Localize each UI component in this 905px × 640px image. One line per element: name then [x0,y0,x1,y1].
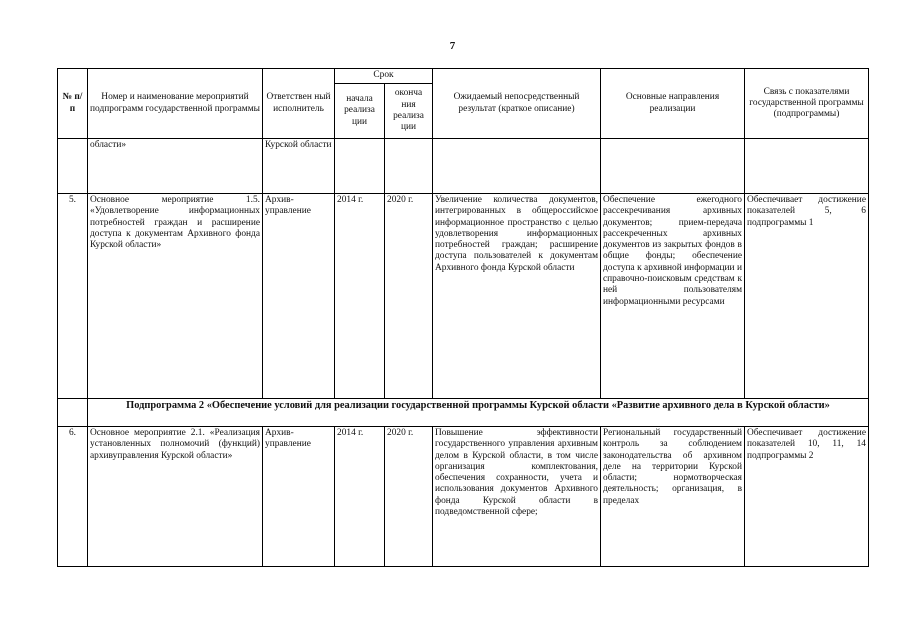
cell-responsible: Архив-управление [263,427,335,567]
cell-num: 6. [58,427,88,567]
cell-link [745,139,869,194]
table-row-subprogram [58,399,869,427]
cell-start: 2014 г. [335,194,385,399]
header-name: Номер и наименование мероприятий подпрограмм государственной программы [88,69,263,139]
header-link: Связь с показателями государственной программы (подпрограммы) [745,69,869,139]
cell-responsible: Курской области [263,139,335,194]
cell-result: Повышение эффективности государственного управления архивным делом в Курской области, в том числе организация комплектования, обеспечения сохранности, учета и использования документов Архивного фонда Курской области в подведомственной сфере; [433,427,601,567]
measures-table [57,68,869,567]
cell-result [433,139,601,194]
cell-name: Основное мероприятие 1.5. «Удовлетворение информационных потребностей граждан и расширение доступа к документам Архивного фонда Курской области» [88,194,263,399]
cell-num [58,399,88,427]
header-term: Срок [335,69,433,84]
cell-num [58,139,88,194]
cell-start: 2014 г. [335,427,385,567]
cell-end: 2020 г. [385,194,433,399]
header-end: оконча ния реализа ции [385,84,433,139]
cell-end: 2020 г. [385,427,433,567]
header-start: начала реализа ции [335,84,385,139]
cell-start [335,139,385,194]
cell-link: Обеспечивает достижение показателей 5, 6 подпрограммы 1 [745,194,869,399]
cell-end [385,139,433,194]
cell-name: области» [88,139,263,194]
cell-num: 5. [58,194,88,399]
cell-directions: Обеспечение ежегодного рассекречивания архивных документов; прием-передача рассекреченных архивных документов из закрытых фондов в общие фонды; обеспечение доступа к архивной информации и справочно-поисковым средствам к ней пользователям информационными ресурсами [601,194,745,399]
header-num: № п/п [58,69,88,139]
header-directions: Основные направления реализации [601,69,745,139]
table-row-5 [58,194,869,399]
cell-directions [601,139,745,194]
cell-link: Обеспечивает достижение показателей 10, 11, 14 подпрограммы 2 [745,427,869,567]
cell-name: Основное мероприятие 2.1. «Реализация установленных полномочий (функций) архивуправления Курской области» [88,427,263,567]
header-responsible: Ответствен ный исполнитель [263,69,335,139]
cell-directions: Региональный государственный контроль за соблюдением законодательства об архивном деле на территории Курской области; нормотворческая деятельность; организация, в пределах [601,427,745,567]
table-row-continuation [58,139,869,194]
header-result: Ожидаемый непосредственный результат (краткое описание) [433,69,601,139]
cell-result: Увеличение количества документов, интегрированных в общероссийское информационное пространство с целью удовлетворения информационных потребностей граждан; расширение доступа пользователей к документам Архивного фонда Курской области [433,194,601,399]
table-header-row [58,69,869,84]
page-number: 7 [449,40,456,52]
cell-responsible: Архив-управление [263,194,335,399]
subprogram-title: Подпрограмма 2 «Обеспечение условий для реализации государственной программы Курской области «Развитие архивного дела в Курской области» [88,399,869,427]
table-row-6 [58,427,869,567]
